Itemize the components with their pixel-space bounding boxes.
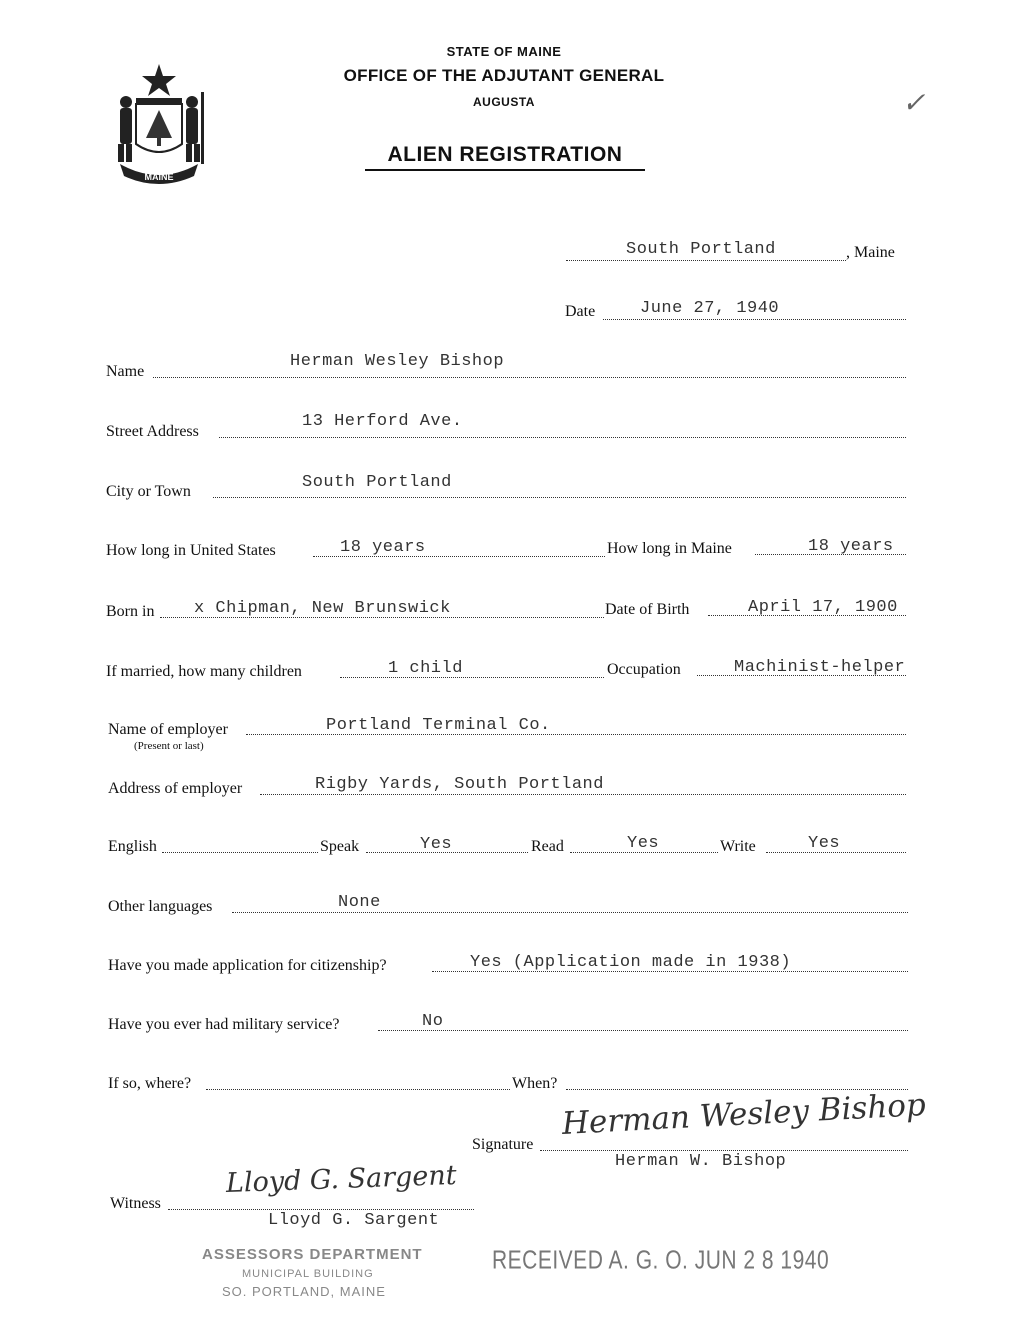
citizenship-value: Yes (Application made in 1938) xyxy=(470,953,792,972)
city-label: City or Town xyxy=(106,483,191,500)
us-duration-value: 18 years xyxy=(340,538,426,557)
born-in-label: Born in xyxy=(106,603,155,620)
date-value: June 27, 1940 xyxy=(640,299,780,318)
military-label: Have you ever had military service? xyxy=(108,1016,340,1033)
english-label: English xyxy=(108,838,157,855)
children-label: If married, how many children xyxy=(106,663,302,680)
assessors-stamp-line3: SO. PORTLAND, MAINE xyxy=(222,1284,386,1299)
street-label: Street Address xyxy=(106,423,199,440)
received-stamp: RECEIVED A. G. O. JUN 2 8 1940 xyxy=(492,1246,830,1275)
witness-typed: Lloyd G. Sargent xyxy=(268,1211,440,1230)
read-label: Read xyxy=(531,838,564,855)
write-value: Yes xyxy=(808,834,841,853)
maine-duration-value: 18 years xyxy=(808,537,894,556)
name-value: Herman Wesley Bishop xyxy=(290,352,505,371)
speak-label: Speak xyxy=(320,838,360,855)
dob-label: Date of Birth xyxy=(605,601,690,618)
city-heading: AUGUSTA xyxy=(473,95,535,109)
form-title: ALIEN REGISTRATION xyxy=(365,143,645,171)
dob-value: April 17, 1900 xyxy=(748,598,898,617)
other-languages-value: None xyxy=(338,893,381,912)
location-suffix: , Maine xyxy=(846,244,895,261)
witness-handwritten: Lloyd G. Sargent xyxy=(225,1159,458,1199)
born-in-value: x Chipman, New Brunswick xyxy=(194,599,451,618)
occupation-label: Occupation xyxy=(607,661,681,678)
military-value: No xyxy=(422,1012,444,1031)
street-value: 13 Herford Ave. xyxy=(302,412,463,431)
speak-value: Yes xyxy=(420,835,453,854)
state-heading: STATE OF MAINE xyxy=(446,44,562,59)
signature-typed: Herman W. Bishop xyxy=(615,1152,787,1171)
us-duration-label: How long in United States xyxy=(106,542,276,559)
write-label: Write xyxy=(720,838,756,855)
employer-sublabel: (Present or last) xyxy=(134,740,204,752)
maine-duration-label: How long in Maine xyxy=(607,540,732,557)
assessors-stamp-line1: ASSESSORS DEPARTMENT xyxy=(202,1246,423,1263)
children-value: 1 child xyxy=(388,659,463,678)
citizenship-label: Have you made application for citizenship? xyxy=(108,957,387,974)
employer-address-value: Rigby Yards, South Portland xyxy=(315,775,604,794)
check-mark: ✓ xyxy=(902,86,926,119)
employer-value: Portland Terminal Co. xyxy=(326,716,551,735)
witness-label: Witness xyxy=(110,1195,161,1212)
occupation-value: Machinist-helper xyxy=(734,658,906,677)
assessors-stamp-line2: MUNICIPAL BUILDING xyxy=(242,1268,374,1280)
signature-handwritten: Herman Wesley Bishop xyxy=(561,1086,927,1142)
employer-address-label: Address of employer xyxy=(108,780,243,797)
when-label: When? xyxy=(512,1075,558,1092)
employer-label: Name of employer xyxy=(108,721,228,738)
where-label: If so, where? xyxy=(108,1075,192,1092)
date-label: Date xyxy=(565,303,596,320)
other-languages-label: Other languages xyxy=(108,898,213,915)
name-label: Name xyxy=(106,363,145,380)
office-heading: OFFICE OF THE ADJUTANT GENERAL xyxy=(343,66,665,85)
signature-label: Signature xyxy=(472,1136,534,1153)
city-value: South Portland xyxy=(302,473,452,492)
location-value: South Portland xyxy=(626,240,776,259)
read-value: Yes xyxy=(627,834,660,853)
svg-text:MAINE: MAINE xyxy=(144,172,174,182)
